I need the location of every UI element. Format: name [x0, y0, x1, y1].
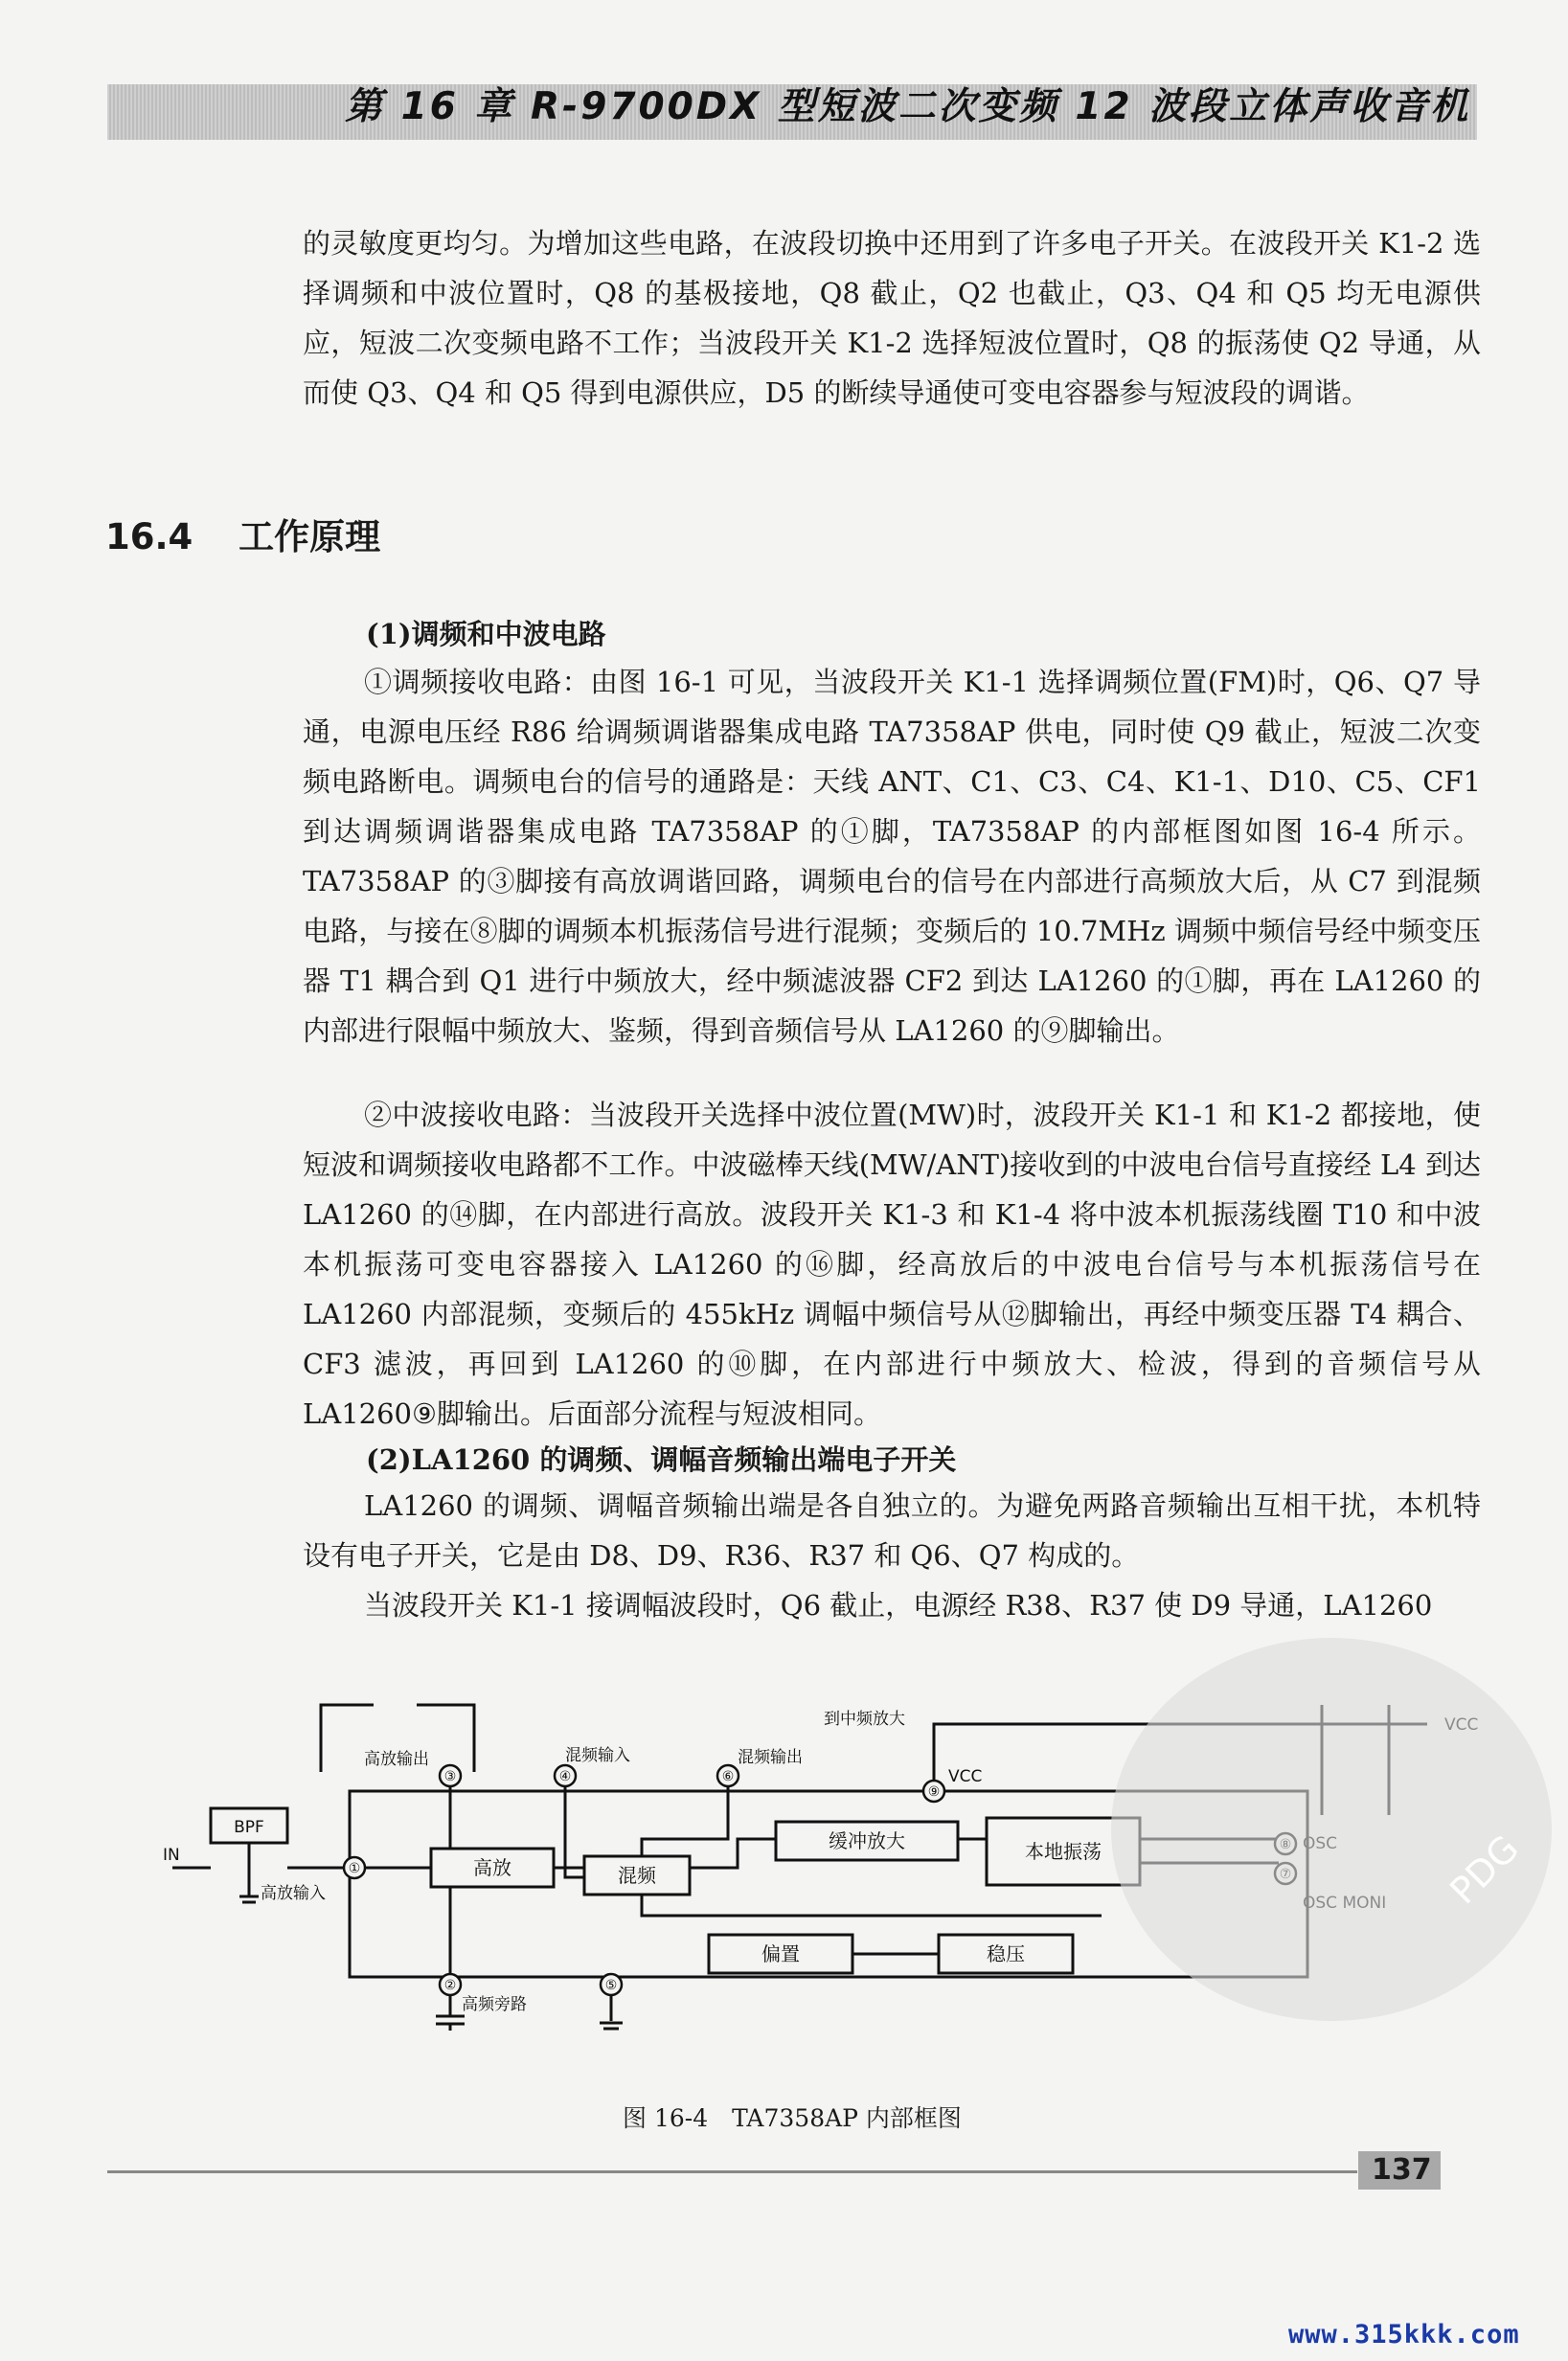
block-mixer-label: 混频	[618, 1864, 656, 1887]
pin-4-label: ④	[558, 1769, 572, 1784]
pin-5-label: ⑤	[604, 1978, 618, 1993]
pin-6-label: ⑥	[721, 1769, 735, 1784]
watermark-logo	[1044, 1590, 1568, 2069]
label-mixer-output: 混频输出	[738, 1748, 803, 1767]
label-vcc-pin: VCC	[948, 1767, 983, 1786]
wire-mixer-buffer	[690, 1839, 776, 1868]
block-bias-label: 偏置	[761, 1942, 800, 1965]
section-heading	[105, 508, 380, 559]
pin5-ground	[600, 1992, 623, 2029]
label-rf-output: 高放输出	[364, 1750, 429, 1769]
watermark-text: PDG	[1442, 1827, 1528, 1913]
label-rf-input: 高放输入	[261, 1884, 326, 1903]
pin-1-label: ①	[348, 1861, 361, 1876]
figure-caption: 图 16-4 TA7358AP 内部框图	[623, 2104, 962, 2132]
bpf-ground	[239, 1843, 259, 1902]
label-in: IN	[163, 1846, 180, 1865]
paragraph-fm-receive: ①调频接收电路：由图 16-1 可见，当波段开关 K1-1 选择调频位置(FM)时，Q6、Q7 导通，电源电压经 R86 给调频调谐器集成电路 TA7358AP 供电，同时使 Q9 截止，短波二次变频电路断电。调频电台的信号的通路是：天线 ANT、C1、C3、C4、K1-1、D10、C5、CF1 到达调频调谐器集成电路 TA7358AP 的①脚，TA7358AP 的内部框图如图 16-4 所示。TA7358AP 的③脚接有高放调谐回路，调频电台的信号在内部进行高频放大后，从 C7 到混频电路，与接在⑧脚的调频本机振荡信号进行混频；变频后的 10.7MHz 调频中频信号经中频变压器 T1 耦合到 Q1 进行中频放大，经中频滤波器 CF2 到达 LA1260 的①脚，再在 LA1260 的内部进行限幅中频放大、鉴频，得到音频信号从 LA1260 的⑨脚输出。	[303, 666, 1481, 1047]
section-number: 16.4	[105, 516, 193, 557]
paragraph-switch-2: 当波段开关 K1-1 接调幅波段时，Q6 截止，电源经 R38、R37 使 D9 导通，LA1260	[364, 1589, 1433, 1622]
pin2-capacitor	[436, 1992, 465, 2031]
block-local-osc-label: 本地振荡	[1025, 1840, 1102, 1863]
wire-mixer-down	[642, 1895, 1102, 1916]
wire-pin4	[565, 1786, 584, 1877]
section-title: 工作原理	[239, 516, 381, 557]
paragraph-top: 的灵敏度更均匀。为增加这些电路，在波段切换中还用到了许多电子开关。在波段开关 K1-2 选择调频和中波位置时，Q8 的基极接地，Q8 截止，Q2 也截止，Q3、Q4 和 Q5 均无电源供应，短波二次变频电路不工作；当波段开关 K1-2 选择短波位置时，Q8 的振荡使 Q2 导通，从而使 Q3、Q4 和 Q5 得到电源供应，D5 的断续导通使可变电容器参与短波段的调谐。	[303, 227, 1481, 409]
block-bpf-label: BPF	[234, 1818, 264, 1837]
subsection-heading-switch: (2)LA1260 的调频、调幅音频输出端电子开关	[366, 1443, 957, 1476]
label-mixer-input: 混频输入	[565, 1746, 630, 1765]
pin-3-label: ③	[443, 1769, 457, 1784]
paragraph-mw-receive: ②中波接收电路：当波段开关选择中波位置(MW)时，波段开关 K1-1 和 K1-2 都接地，使短波和调频接收电路都不工作。中波磁棒天线(MW/ANT)接收到的中波电台信号直接经 L4 到达 LA1260 的⑭脚，在内部进行高放。波段开关 K1-3 和 K1-4 将中波本机振荡线圈 T10 和中波本机振荡可变电容器接入 LA1260 的⑯脚，经高放后的中波电台信号与本机振荡信号在 LA1260 内部混频，变频后的 455kHz 调幅中频信号从⑫脚输出，再经中频变压器 T4 耦合、CF3 滤波，再回到 LA1260 的⑩脚，在内部进行中频放大、检波，得到的音频信号从 LA1260⑨脚输出。后面部分流程与短波相同。	[303, 1099, 1481, 1430]
label-to-if-amp: 到中频放大	[824, 1710, 905, 1729]
wire-pin6	[642, 1786, 728, 1856]
chapter-header-title: 第 16 章 R-9700DX 型短波二次变频 12 波段立体声收音机	[345, 85, 1471, 128]
pin-2-label: ②	[443, 1978, 457, 1993]
footer-url: www.315kkk.com	[1288, 2320, 1520, 2350]
label-rf-bypass: 高频旁路	[462, 1995, 527, 2014]
paragraph-switch-1: LA1260 的调频、调幅音频输出端是各自独立的。为避免两路音频输出互相干扰，本机特设有电子开关，它是由 D8、D9、R36、R37 和 Q6、Q7 构成的。	[303, 1489, 1481, 1572]
block-regulator-label: 稳压	[987, 1942, 1025, 1965]
footer-rule	[107, 2170, 1357, 2173]
block-rf-amp-label: 高放	[473, 1856, 511, 1879]
subsection-heading-fm-mw: (1)调频和中波电路	[366, 618, 606, 650]
pin-9-label: ⑨	[927, 1784, 941, 1800]
page-number: 137	[1372, 2153, 1432, 2187]
block-buffer-label: 缓冲放大	[829, 1829, 905, 1852]
